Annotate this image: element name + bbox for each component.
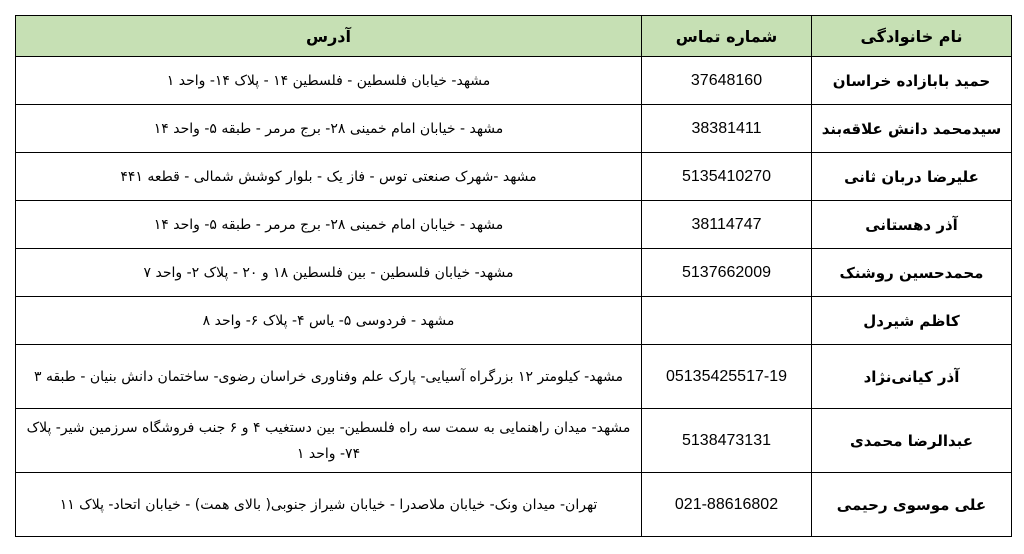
header-address: آدرس xyxy=(16,16,642,57)
phone-cell xyxy=(642,297,812,345)
table-row xyxy=(16,201,1012,249)
family-name-cell: علی موسوی رحیمی xyxy=(812,473,1012,537)
table-row xyxy=(16,473,1012,537)
family-name-cell: سیدمحمد دانش علاقه‌بند xyxy=(812,105,1012,153)
table-row xyxy=(16,297,1012,345)
phone-cell: 38114747 xyxy=(642,201,812,249)
phone-cell: 5135410270 xyxy=(642,153,812,201)
header-row xyxy=(16,16,1012,57)
table-row xyxy=(16,153,1012,201)
header-phone: شماره تماس xyxy=(642,16,812,57)
address-cell: مشهد - خیابان امام خمینی ۲۸- برج مرمر - طبقه ۵- واحد ۱۴ xyxy=(16,105,642,153)
address-cell: مشهد- خیابان فلسطین - فلسطین ۱۴ - پلاک ۱۴- واحد ۱ xyxy=(16,57,642,105)
phone-cell: 5137662009 xyxy=(642,249,812,297)
phone-cell: 5138473131 xyxy=(642,409,812,473)
address-cell: مشهد- کیلومتر ۱۲ بزرگراه آسیایی- پارک علم وفناوری خراسان رضوی- ساختمان دانش بنیان - طبقه ۳ xyxy=(16,345,642,409)
family-name-cell: عبدالرضا محمدی xyxy=(812,409,1012,473)
family-name-cell: حمید بابازاده خراسان xyxy=(812,57,1012,105)
address-cell: مشهد - فردوسی ۵- یاس ۴- پلاک ۶- واحد ۸ xyxy=(16,297,642,345)
contacts-table xyxy=(15,15,1012,537)
address-cell: مشهد- میدان راهنمایی به سمت سه راه فلسطین- بین دستغیب ۴ و ۶ جنب فروشگاه سرزمین شیر- پلاک ۷۴- واحد ۱ xyxy=(16,409,642,473)
phone-cell: 38381411 xyxy=(642,105,812,153)
family-name-cell: آذر کیانی‌نژاد xyxy=(812,345,1012,409)
address-cell: مشهد -شهرک صنعتی توس - فاز یک - بلوار کوشش شمالی - قطعه ۴۴۱ xyxy=(16,153,642,201)
contacts-table-container xyxy=(15,15,1011,537)
header-name: نام خانوادگی xyxy=(812,16,1012,57)
address-cell: مشهد- خیابان فلسطین - بین فلسطین ۱۸ و ۲۰ - پلاک ۲- واحد ۷ xyxy=(16,249,642,297)
table-row xyxy=(16,57,1012,105)
address-cell: تهران- میدان ونک- خیابان ملاصدرا - خیابان شیراز جنوبی( بالای همت) - خیابان اتحاد- پلاک ۱۱ xyxy=(16,473,642,537)
table-row xyxy=(16,249,1012,297)
table-row xyxy=(16,345,1012,409)
phone-cell: 37648160 xyxy=(642,57,812,105)
family-name-cell: علیرضا دربان ثانی xyxy=(812,153,1012,201)
phone-cell: 021-88616802 xyxy=(642,473,812,537)
phone-cell: 05135425517-19 xyxy=(642,345,812,409)
table-row xyxy=(16,105,1012,153)
family-name-cell: آذر دهستانی xyxy=(812,201,1012,249)
table-row xyxy=(16,409,1012,473)
family-name-cell: کاظم شیردل xyxy=(812,297,1012,345)
family-name-cell: محمدحسین روشنک xyxy=(812,249,1012,297)
address-cell: مشهد - خیابان امام خمینی ۲۸- برج مرمر - طبقه ۵- واحد ۱۴ xyxy=(16,201,642,249)
